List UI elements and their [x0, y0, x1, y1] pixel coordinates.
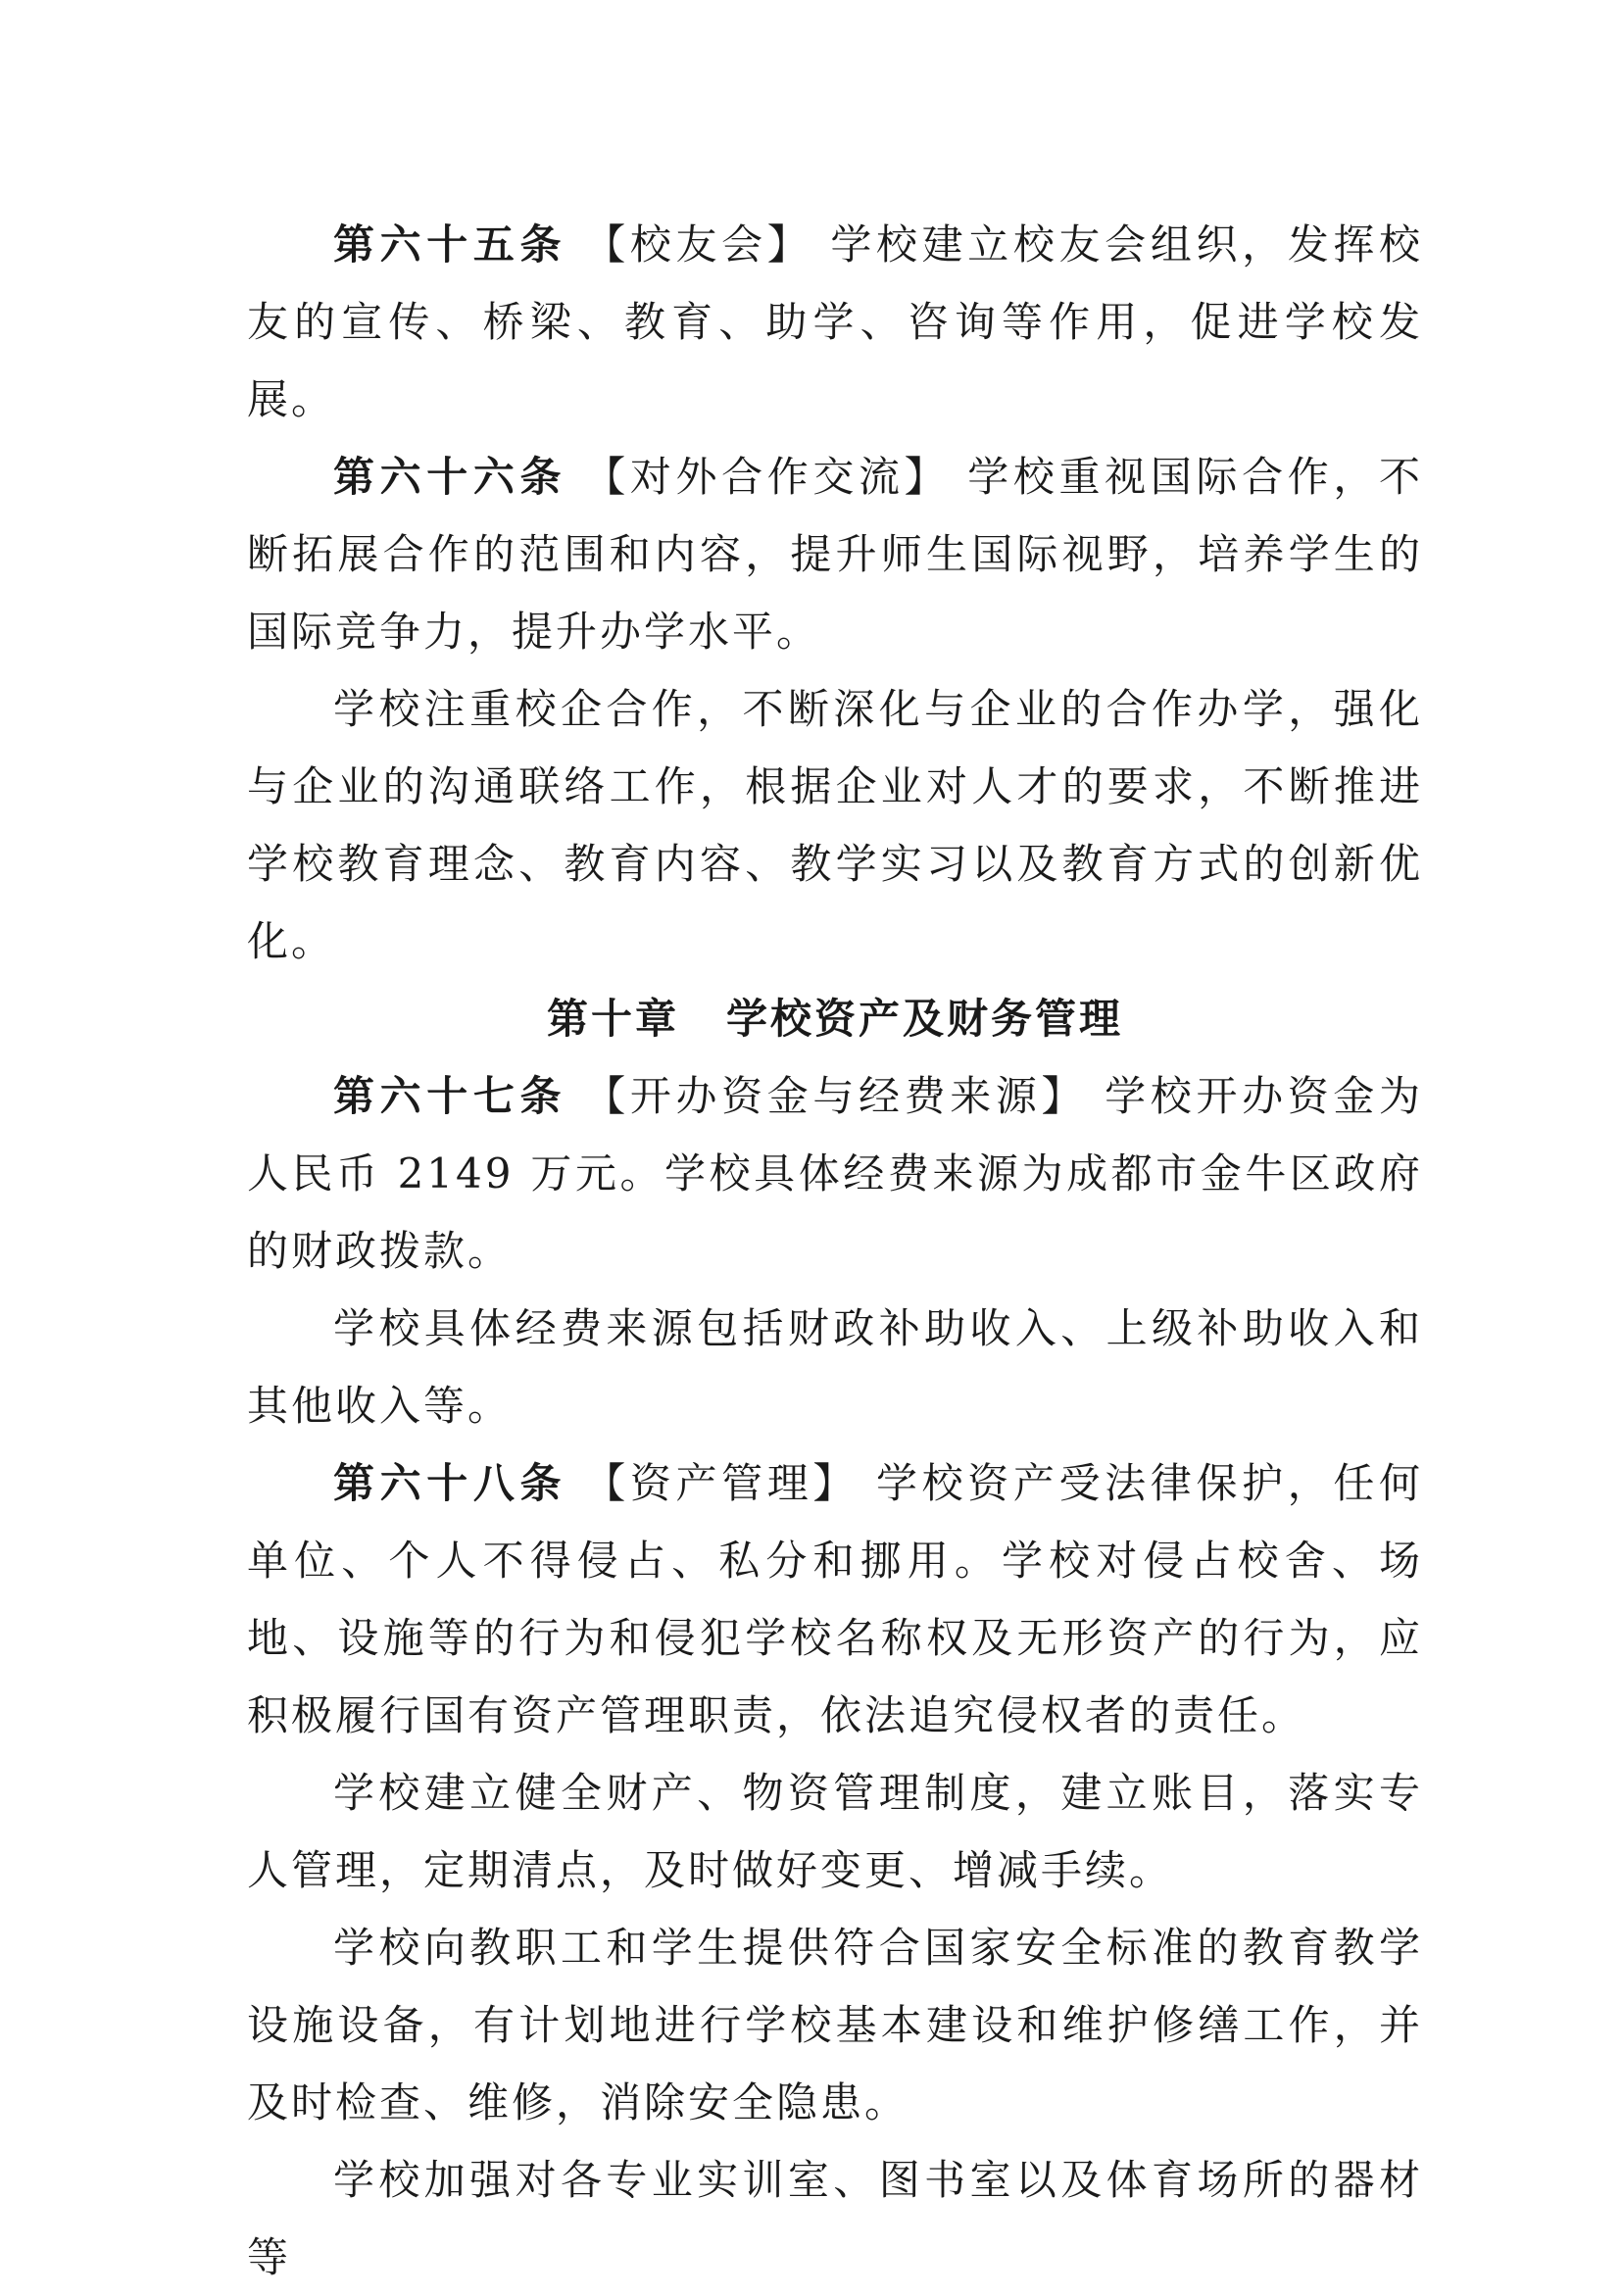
paragraph: 学校向教职工和学生提供符合国家安全标准的教育教学设施设备，有计划地进行学校基本建设和维护修缮工作，并及时检查、维修，消除安全隐患。 [247, 1924, 1423, 2126]
article-text: 学校重视国际合作，不断拓展合作的范围和内容，提升师生国际视野，培养学生的国际竞争力，提升办学水平。 [247, 453, 1423, 656]
article-66 [247, 438, 1423, 670]
article-text: 学校建立校友会组织，发挥校友的宣传、桥梁、教育、助学、咨询等作用，促进学校发展。 [247, 220, 1423, 423]
article-67 [247, 1057, 1423, 1290]
article-number: 第六十七条 [333, 1072, 567, 1120]
paragraph: 学校注重校企合作，不断深化与企业的合作办学，强化与企业的沟通联络工作，根据企业对人才的要求，不断推进学校教育理念、教育内容、教学实习以及教育方式的创新优化。 [247, 685, 1423, 965]
article-title: 【对外合作交流】 [584, 453, 951, 501]
article-title: 【校友会】 [584, 220, 813, 269]
paragraph: 学校加强对各专业实训室、图书室以及体育场所的器材等 [247, 2156, 1423, 2281]
chapter-title: 学校资产及财务管理 [726, 995, 1124, 1043]
article-number: 第六十五条 [333, 220, 567, 269]
article-number: 第六十八条 [333, 1459, 567, 1507]
article-number: 第六十六条 [333, 453, 567, 501]
article-68 [247, 1444, 1423, 1754]
paragraph: 学校建立健全财产、物资管理制度，建立账目，落实专人管理，定期清点，及时做好变更、增减手续。 [247, 1769, 1423, 1894]
article-text: 学校资产受法律保护，任何单位、个人不得侵占、私分和挪用。学校对侵占校舍、场地、设施等的行为和侵犯学校名称权及无形资产的行为，应积极履行国有资产管理职责，依法追究侵权者的责任。 [247, 1459, 1423, 1739]
article-65 [247, 206, 1423, 438]
article-text: 学校开办资金为人民币 2149 万元。学校具体经费来源为成都市金牛区政府的财政拨款。 [247, 1072, 1423, 1275]
chapter-number: 第十章 [546, 995, 679, 1043]
article-title: 【开办资金与经费来源】 [584, 1072, 1088, 1120]
document-body [247, 206, 1423, 2296]
article-title: 【资产管理】 [584, 1459, 859, 1507]
paragraph: 学校具体经费来源包括财政补助收入、上级补助收入和其他收入等。 [247, 1304, 1423, 1430]
chapter-heading [247, 980, 1423, 1057]
